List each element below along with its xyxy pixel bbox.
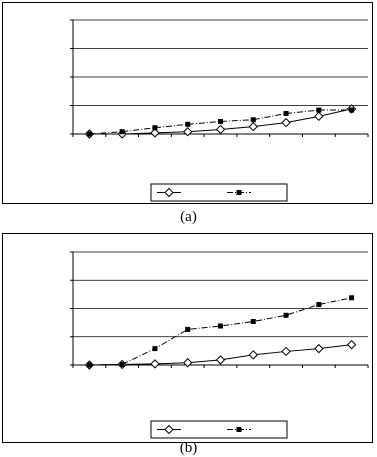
data-point-anot — [184, 359, 192, 367]
data-point-katot — [284, 313, 289, 318]
data-point-anot — [217, 356, 225, 364]
data-point-katot — [185, 327, 190, 332]
chart-panel-a — [2, 2, 373, 204]
data-point-anot — [184, 128, 192, 136]
data-point-katot — [251, 117, 256, 122]
data-point-katot — [349, 295, 354, 300]
data-point-katot — [316, 108, 321, 113]
data-point-katot — [349, 108, 354, 113]
legend-marker-katot — [237, 190, 242, 195]
series-line-katot — [89, 298, 351, 365]
data-point-anot — [315, 345, 323, 353]
data-point-katot — [120, 129, 125, 134]
data-point-katot — [251, 319, 256, 324]
caption-b: (b) — [179, 440, 198, 456]
legend — [151, 421, 287, 438]
data-point-katot — [152, 346, 157, 351]
legend-marker-katot — [237, 427, 242, 432]
chart-panel-b — [2, 233, 373, 443]
data-point-katot — [218, 324, 223, 329]
data-point-anot — [282, 119, 290, 127]
data-point-katot — [185, 122, 190, 127]
data-point-katot — [87, 132, 92, 137]
data-point-katot — [284, 111, 289, 116]
chart-b — [3, 234, 372, 442]
data-point-katot — [316, 302, 321, 307]
data-point-anot — [282, 347, 290, 355]
data-point-katot — [218, 119, 223, 124]
data-point-anot — [217, 125, 225, 133]
data-point-katot — [87, 363, 92, 368]
caption-a: (a) — [180, 209, 197, 225]
legend — [151, 184, 287, 201]
data-point-anot — [249, 351, 257, 359]
data-point-anot — [249, 123, 257, 131]
data-point-katot — [152, 125, 157, 130]
data-point-katot — [120, 362, 125, 367]
chart-a — [3, 3, 372, 203]
data-point-anot — [348, 341, 356, 349]
data-point-anot — [315, 112, 323, 120]
data-point-anot — [151, 360, 159, 368]
